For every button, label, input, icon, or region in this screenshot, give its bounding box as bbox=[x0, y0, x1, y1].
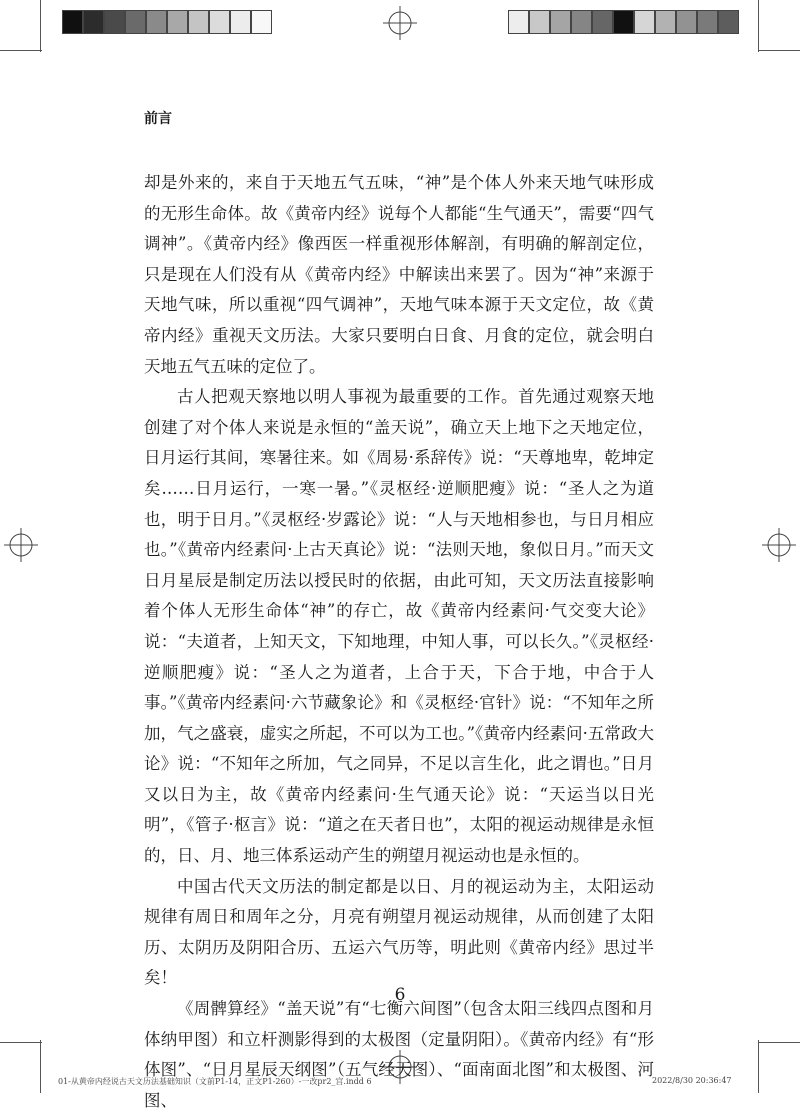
color-swatch bbox=[529, 10, 550, 34]
color-swatch bbox=[634, 10, 655, 34]
color-swatch bbox=[125, 10, 146, 34]
registration-mark-icon bbox=[4, 528, 38, 562]
body-text bbox=[144, 168, 654, 1116]
paragraph: 古人把观天察地以明人事视为最重要的工作。首先通过观察天地创建了对个体人来说是永恒的“盖天说”，确立天上地下之天地定位，日月运行其间，寒暑往来。如《周易·系辞传》说：“天尊地卑，乾坤定矣……日月运行，一寒一暑。”《灵枢经·逆顺肥瘦》说：“圣人之为道也，明于日月。”《灵枢经·岁露论》说：“人与天地相参也，与日月相应也。”《黄帝内经素问·上古天真论》说：“法则天地，象似日月。”而天文日月星辰是制定历法以授民时的依据，由此可知，天文历法直接影响着个体人无形生命体“神”的存亡，故《黄帝内经素问·气交变大论》说：“夫道者，上知天文，下知地理，中知人事，可以长久。”《灵枢经·逆顺肥瘦》说：“圣人之为道者，上合于天，下合于地，中合于人事。”《黄帝内经素问·六节藏象论》和《灵枢经·官针》说：“不知年之所加，气之盛衰，虚实之所起，不可以为工也。”《黄帝内经素问·五常政大论》说：“不知年之所加，气之同异，不足以言生化，此之谓也。”日月又以日为主，故《黄帝内经素问·生气通天论》说：“天运当以日光明”，《管子·枢言》说：“道之在天者日也”，太阳的视运动规律是永恒的，日、月、地三体系运动产生的朔望月视运动也是永恒的。 bbox=[144, 387, 654, 866]
color-swatch bbox=[209, 10, 230, 34]
color-swatch bbox=[167, 10, 188, 34]
color-swatch bbox=[230, 10, 251, 34]
crop-mark bbox=[758, 50, 800, 51]
crop-mark bbox=[0, 50, 42, 51]
color-swatch bbox=[697, 10, 718, 34]
crop-mark bbox=[40, 1040, 41, 1093]
paragraph: 却是外来的，来自于天地五气五味，“神”是个体人外来天地气味形成的无形生命体。故《黄帝内经》说每个人都能“生气通天”，需要“四气调神”。《黄帝内经》像西医一样重视形体解剖，有明确的解剖定位，只是现在人们没有从《黄帝内经》中解读出来罢了。因为“神”来源于天地气味，所以重视“四气调神”，天地气味本源于天文定位，故《黄帝内经》重视天文历法。大家只要明白日食、月食的定位，就会明白天地五气五味的定位了。 bbox=[144, 173, 654, 376]
color-swatch bbox=[718, 10, 739, 34]
registration-mark-icon bbox=[383, 6, 417, 40]
slug-timestamp: 2022/8/30 20:36:47 bbox=[652, 1076, 732, 1085]
color-bar-left bbox=[62, 10, 272, 34]
color-swatch bbox=[251, 10, 272, 34]
color-bar-right bbox=[508, 10, 739, 34]
crop-mark bbox=[0, 1042, 42, 1043]
registration-mark-icon bbox=[762, 528, 796, 562]
color-swatch bbox=[613, 10, 634, 34]
color-swatch bbox=[655, 10, 676, 34]
color-swatch bbox=[104, 10, 125, 34]
color-swatch bbox=[550, 10, 571, 34]
crop-mark bbox=[758, 1040, 759, 1093]
crop-mark bbox=[40, 0, 41, 52]
color-swatch bbox=[676, 10, 697, 34]
paragraph: 中国古代天文历法的制定都是以日、月的视运动为主，太阳运动规律有周日和周年之分，月亮有朔望月视运动规律，从而创建了太阳历、太阴历及阴阳合历、五运六气历等，明此则《黄帝内经》思过半矣！ bbox=[144, 876, 654, 988]
color-swatch bbox=[508, 10, 529, 34]
section-title: 前言 bbox=[144, 111, 172, 127]
crop-mark bbox=[758, 1042, 800, 1043]
color-swatch bbox=[188, 10, 209, 34]
color-swatch bbox=[592, 10, 613, 34]
crop-mark bbox=[758, 0, 759, 52]
paragraph: 《周髀算经》“盖天说”有“七衡六间图”（包含太阳三线四点图和月体纳甲图）和立杆测影得到的太极图（定量阴阳）。《黄帝内经》有“形体图”、“日月星辰天纲图”（五气经天图）、“面南面北图”和太极图、河图、 bbox=[144, 999, 654, 1110]
color-swatch bbox=[146, 10, 167, 34]
color-swatch bbox=[83, 10, 104, 34]
color-swatch bbox=[62, 10, 83, 34]
slug-file-info: 01-从黄帝内经说古天文历法基础知识（文前P1-14，正文P1-260）-一改pr2_宫.indd 6 bbox=[58, 1077, 372, 1086]
page-number: 6 bbox=[394, 985, 406, 1005]
color-swatch bbox=[571, 10, 592, 34]
